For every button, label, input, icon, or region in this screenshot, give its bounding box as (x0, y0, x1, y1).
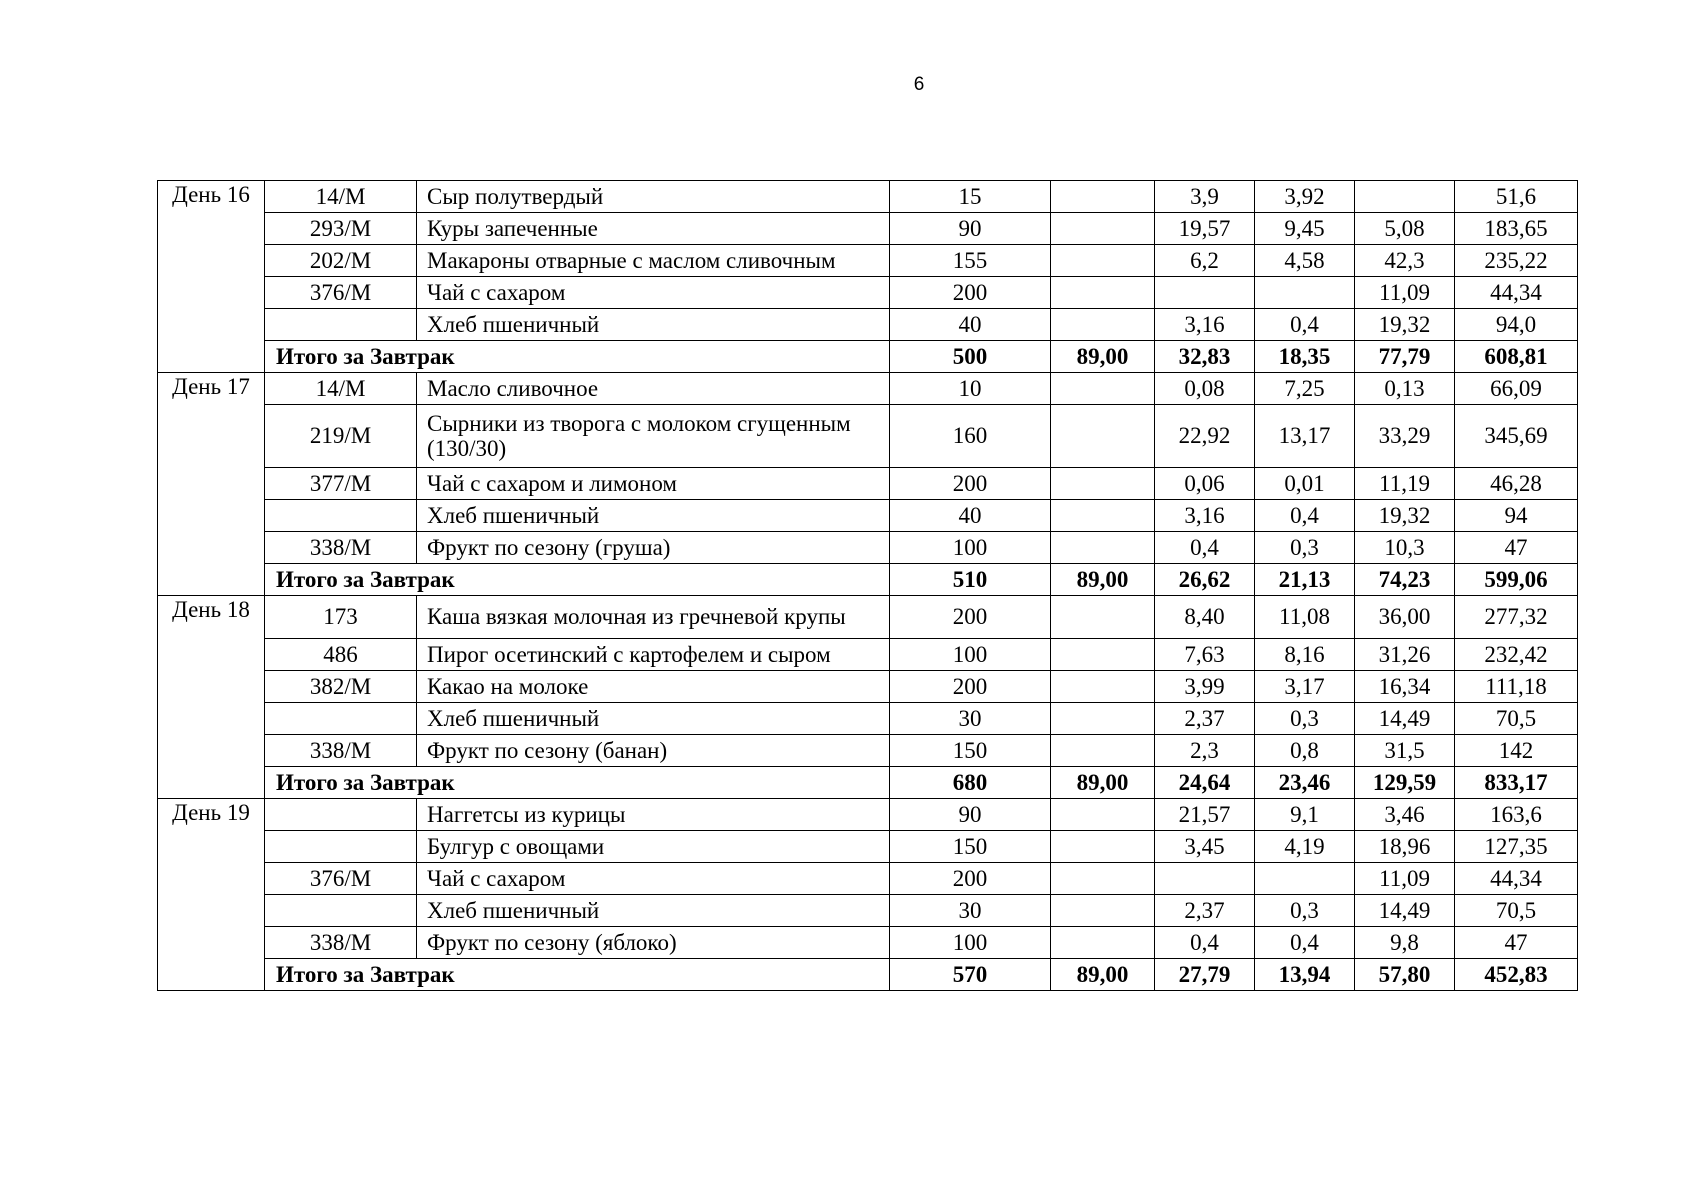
cell-weight: 15 (890, 181, 1051, 213)
total-weight: 680 (890, 767, 1051, 799)
cell-carbs: 14,49 (1355, 895, 1455, 927)
cell-protein: 0,4 (1155, 532, 1255, 564)
cell-kcal: 47 (1455, 532, 1578, 564)
cell-protein: 3,45 (1155, 831, 1255, 863)
table-row (158, 532, 1578, 564)
cell-protein: 2,3 (1155, 735, 1255, 767)
table-row (158, 703, 1578, 735)
total-price: 89,00 (1051, 341, 1155, 373)
cell-weight: 40 (890, 309, 1051, 341)
cell-protein: 22,92 (1155, 405, 1255, 468)
recipe-code: 14/М (265, 373, 417, 405)
recipe-code: 376/М (265, 863, 417, 895)
cell-weight: 100 (890, 927, 1051, 959)
cell-kcal: 127,35 (1455, 831, 1578, 863)
cell-carbs: 14,49 (1355, 703, 1455, 735)
cell-price (1051, 309, 1155, 341)
menu-table (157, 180, 1578, 991)
table-row (158, 927, 1578, 959)
dish-name: Булгур с овощами (417, 831, 890, 863)
cell-carbs: 31,26 (1355, 639, 1455, 671)
cell-carbs: 16,34 (1355, 671, 1455, 703)
table-row (158, 831, 1578, 863)
cell-kcal: 70,5 (1455, 703, 1578, 735)
cell-fat (1255, 277, 1355, 309)
cell-protein: 3,16 (1155, 500, 1255, 532)
total-kcal: 833,17 (1455, 767, 1578, 799)
cell-kcal: 232,42 (1455, 639, 1578, 671)
total-weight: 510 (890, 564, 1051, 596)
total-label: Итого за Завтрак (265, 959, 890, 991)
dish-name: Фрукт по сезону (груша) (417, 532, 890, 564)
cell-carbs: 42,3 (1355, 245, 1455, 277)
cell-weight: 40 (890, 500, 1051, 532)
cell-fat: 8,16 (1255, 639, 1355, 671)
dish-name: Каша вязкая молочная из гречневой крупы (417, 596, 890, 639)
cell-protein: 2,37 (1155, 703, 1255, 735)
total-price: 89,00 (1051, 767, 1155, 799)
recipe-code: 202/М (265, 245, 417, 277)
total-weight: 570 (890, 959, 1051, 991)
cell-weight: 100 (890, 639, 1051, 671)
cell-protein: 3,16 (1155, 309, 1255, 341)
cell-weight: 150 (890, 735, 1051, 767)
cell-protein: 0,08 (1155, 373, 1255, 405)
cell-kcal: 277,32 (1455, 596, 1578, 639)
table-row (158, 799, 1578, 831)
cell-protein: 21,57 (1155, 799, 1255, 831)
dish-name: Куры запеченные (417, 213, 890, 245)
recipe-code: 293/М (265, 213, 417, 245)
cell-carbs: 10,3 (1355, 532, 1455, 564)
total-kcal: 608,81 (1455, 341, 1578, 373)
dish-name: Хлеб пшеничный (417, 500, 890, 532)
cell-fat: 0,4 (1255, 309, 1355, 341)
dish-name: Чай с сахаром (417, 863, 890, 895)
dish-name: Сыр полутвердый (417, 181, 890, 213)
table-row (158, 245, 1578, 277)
dish-name: Пирог осетинский с картофелем и сыром (417, 639, 890, 671)
cell-carbs (1355, 181, 1455, 213)
total-protein: 26,62 (1155, 564, 1255, 596)
cell-price (1051, 373, 1155, 405)
cell-weight: 10 (890, 373, 1051, 405)
cell-carbs: 0,13 (1355, 373, 1455, 405)
cell-price (1051, 405, 1155, 468)
recipe-code: 338/М (265, 735, 417, 767)
total-kcal: 599,06 (1455, 564, 1578, 596)
cell-carbs: 18,96 (1355, 831, 1455, 863)
recipe-code: 173 (265, 596, 417, 639)
total-fat: 21,13 (1255, 564, 1355, 596)
day-label: День 17 (158, 373, 265, 596)
cell-protein: 19,57 (1155, 213, 1255, 245)
total-fat: 18,35 (1255, 341, 1355, 373)
cell-weight: 90 (890, 213, 1051, 245)
table-row (158, 405, 1578, 468)
cell-carbs: 11,09 (1355, 277, 1455, 309)
cell-price (1051, 831, 1155, 863)
recipe-code (265, 799, 417, 831)
cell-weight: 150 (890, 831, 1051, 863)
cell-carbs: 31,5 (1355, 735, 1455, 767)
cell-fat: 0,3 (1255, 895, 1355, 927)
cell-kcal: 70,5 (1455, 895, 1578, 927)
dish-name: Чай с сахаром (417, 277, 890, 309)
cell-carbs: 11,19 (1355, 468, 1455, 500)
dish-name: Хлеб пшеничный (417, 895, 890, 927)
total-label: Итого за Завтрак (265, 767, 890, 799)
table-row (158, 373, 1578, 405)
recipe-code: 219/М (265, 405, 417, 468)
dish-name: Сырники из творога с молоком сгущенным (130/30) (417, 405, 890, 468)
cell-protein (1155, 277, 1255, 309)
recipe-code: 338/М (265, 532, 417, 564)
cell-protein: 6,2 (1155, 245, 1255, 277)
total-fat: 23,46 (1255, 767, 1355, 799)
cell-fat: 11,08 (1255, 596, 1355, 639)
cell-carbs: 9,8 (1355, 927, 1455, 959)
cell-protein: 3,99 (1155, 671, 1255, 703)
cell-price (1051, 863, 1155, 895)
cell-protein: 8,40 (1155, 596, 1255, 639)
total-label: Итого за Завтрак (265, 564, 890, 596)
total-carbs: 57,80 (1355, 959, 1455, 991)
cell-fat: 4,19 (1255, 831, 1355, 863)
total-price: 89,00 (1051, 564, 1155, 596)
cell-kcal: 44,34 (1455, 277, 1578, 309)
cell-weight: 90 (890, 799, 1051, 831)
cell-price (1051, 213, 1155, 245)
cell-price (1051, 245, 1155, 277)
cell-weight: 100 (890, 532, 1051, 564)
cell-weight: 30 (890, 703, 1051, 735)
cell-carbs: 19,32 (1355, 309, 1455, 341)
cell-price (1051, 181, 1155, 213)
table-row (158, 596, 1578, 639)
cell-protein (1155, 863, 1255, 895)
total-protein: 24,64 (1155, 767, 1255, 799)
cell-price (1051, 703, 1155, 735)
cell-protein: 0,4 (1155, 927, 1255, 959)
cell-fat: 4,58 (1255, 245, 1355, 277)
cell-fat: 7,25 (1255, 373, 1355, 405)
table-row (158, 863, 1578, 895)
cell-kcal: 94,0 (1455, 309, 1578, 341)
table-row (158, 671, 1578, 703)
recipe-code: 376/М (265, 277, 417, 309)
cell-price (1051, 735, 1155, 767)
cell-price (1051, 468, 1155, 500)
cell-price (1051, 927, 1155, 959)
total-row (158, 564, 1578, 596)
dish-name: Масло сливочное (417, 373, 890, 405)
recipe-code (265, 500, 417, 532)
cell-fat (1255, 863, 1355, 895)
cell-fat: 3,92 (1255, 181, 1355, 213)
dish-name: Какао на молоке (417, 671, 890, 703)
total-label: Итого за Завтрак (265, 341, 890, 373)
cell-fat: 13,17 (1255, 405, 1355, 468)
cell-weight: 200 (890, 863, 1051, 895)
cell-fat: 0,4 (1255, 927, 1355, 959)
day-label: День 18 (158, 596, 265, 799)
recipe-code (265, 895, 417, 927)
cell-kcal: 44,34 (1455, 863, 1578, 895)
dish-name: Наггетсы из курицы (417, 799, 890, 831)
cell-kcal: 51,6 (1455, 181, 1578, 213)
cell-weight: 200 (890, 596, 1051, 639)
cell-weight: 200 (890, 468, 1051, 500)
cell-fat: 0,3 (1255, 703, 1355, 735)
cell-kcal: 235,22 (1455, 245, 1578, 277)
menu-table-body (158, 181, 1578, 991)
cell-price (1051, 277, 1155, 309)
recipe-code: 377/М (265, 468, 417, 500)
dish-name: Фрукт по сезону (банан) (417, 735, 890, 767)
total-row (158, 341, 1578, 373)
cell-kcal: 345,69 (1455, 405, 1578, 468)
table-row (158, 277, 1578, 309)
recipe-code: 486 (265, 639, 417, 671)
table-row (158, 213, 1578, 245)
cell-carbs: 5,08 (1355, 213, 1455, 245)
cell-protein: 7,63 (1155, 639, 1255, 671)
cell-kcal: 47 (1455, 927, 1578, 959)
table-row (158, 181, 1578, 213)
recipe-code: 382/М (265, 671, 417, 703)
cell-price (1051, 596, 1155, 639)
total-carbs: 129,59 (1355, 767, 1455, 799)
cell-price (1051, 799, 1155, 831)
total-weight: 500 (890, 341, 1051, 373)
total-row (158, 767, 1578, 799)
cell-kcal: 66,09 (1455, 373, 1578, 405)
recipe-code: 338/М (265, 927, 417, 959)
cell-price (1051, 895, 1155, 927)
table-row (158, 309, 1578, 341)
recipe-code (265, 703, 417, 735)
cell-kcal: 46,28 (1455, 468, 1578, 500)
recipe-code (265, 831, 417, 863)
table-row (158, 895, 1578, 927)
cell-carbs: 36,00 (1355, 596, 1455, 639)
cell-fat: 0,4 (1255, 500, 1355, 532)
dish-name: Макароны отварные с маслом сливочным (417, 245, 890, 277)
total-carbs: 74,23 (1355, 564, 1455, 596)
cell-weight: 155 (890, 245, 1051, 277)
cell-price (1051, 671, 1155, 703)
cell-fat: 0,8 (1255, 735, 1355, 767)
dish-name: Хлеб пшеничный (417, 309, 890, 341)
dish-name: Чай с сахаром и лимоном (417, 468, 890, 500)
cell-price (1051, 532, 1155, 564)
cell-price (1051, 500, 1155, 532)
dish-name: Хлеб пшеничный (417, 703, 890, 735)
day-label: День 19 (158, 799, 265, 991)
cell-kcal: 142 (1455, 735, 1578, 767)
cell-kcal: 183,65 (1455, 213, 1578, 245)
cell-kcal: 163,6 (1455, 799, 1578, 831)
cell-carbs: 3,46 (1355, 799, 1455, 831)
total-fat: 13,94 (1255, 959, 1355, 991)
cell-fat: 3,17 (1255, 671, 1355, 703)
table-row (158, 639, 1578, 671)
recipe-code (265, 309, 417, 341)
cell-protein: 2,37 (1155, 895, 1255, 927)
total-row (158, 959, 1578, 991)
cell-fat: 0,01 (1255, 468, 1355, 500)
cell-kcal: 111,18 (1455, 671, 1578, 703)
table-row (158, 735, 1578, 767)
page-number: 6 (913, 74, 925, 95)
dish-name: Фрукт по сезону (яблоко) (417, 927, 890, 959)
total-carbs: 77,79 (1355, 341, 1455, 373)
total-protein: 27,79 (1155, 959, 1255, 991)
cell-fat: 9,1 (1255, 799, 1355, 831)
recipe-code: 14/М (265, 181, 417, 213)
cell-protein: 0,06 (1155, 468, 1255, 500)
total-protein: 32,83 (1155, 341, 1255, 373)
table-row (158, 500, 1578, 532)
cell-protein: 3,9 (1155, 181, 1255, 213)
cell-fat: 0,3 (1255, 532, 1355, 564)
cell-carbs: 19,32 (1355, 500, 1455, 532)
total-kcal: 452,83 (1455, 959, 1578, 991)
cell-carbs: 33,29 (1355, 405, 1455, 468)
cell-price (1051, 639, 1155, 671)
cell-carbs: 11,09 (1355, 863, 1455, 895)
cell-weight: 200 (890, 671, 1051, 703)
cell-weight: 200 (890, 277, 1051, 309)
cell-fat: 9,45 (1255, 213, 1355, 245)
cell-weight: 30 (890, 895, 1051, 927)
cell-kcal: 94 (1455, 500, 1578, 532)
day-label: День 16 (158, 181, 265, 373)
table-row (158, 468, 1578, 500)
total-price: 89,00 (1051, 959, 1155, 991)
cell-weight: 160 (890, 405, 1051, 468)
